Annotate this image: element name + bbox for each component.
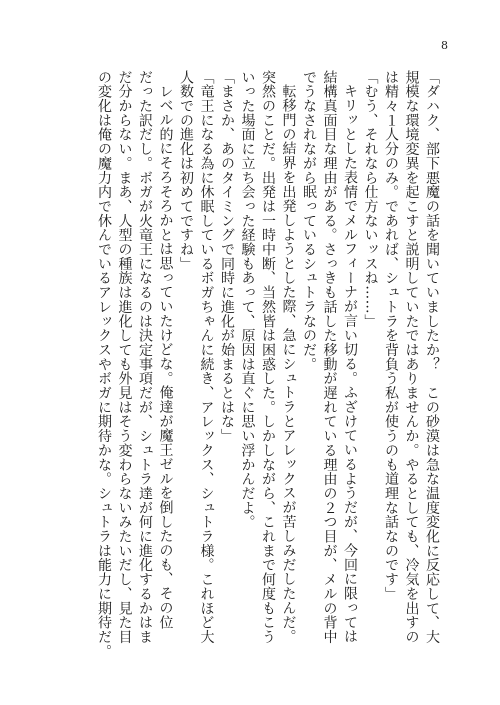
- text-line: 規模な環境変異を起こすと説明していたではありませんか。やるとしても、冷気を出すの: [403, 70, 420, 644]
- text-line: 突然のことだ。出発は一時中断、当然皆は困惑した。しかしながら、これまで何度もこう: [260, 70, 276, 644]
- text-line: だ分からない。まあ、人型の種族は進化しても外見はそう変わらないみたいだし、見た目: [116, 70, 133, 644]
- text-line: 「竜王になる為に休眠しているボガちゃんに続き、アレックス、シュトラ様。これほど大: [198, 70, 215, 644]
- text-line: キリッとした表情でメルフィーナが言い切る。ふざけているようだが、今回に限っては: [342, 84, 358, 644]
- text-line: 人数での進化は初めてですね」: [178, 70, 194, 271]
- text-line: 転移門の結界を出発しようとした際、急にシュトラとアレックスが苦しみだしたんだ。: [280, 84, 297, 644]
- text-line: 結構真面目な理由がある。さっきも話した移動が遅れている理由の２つ目が、メルの背中: [321, 70, 338, 644]
- text-line: でうなされながら眠っているシュトラなのだ。: [301, 70, 317, 372]
- text-line: レベル的にそろそろかとは思っていたけどな。俺達が魔王ゼルを倒したのも、その位: [157, 84, 174, 630]
- text-line: いった場面に立ち会った経験もあって、原因は直ぐに思い浮かんだよ。: [239, 70, 256, 530]
- text-line: の変化は俺の魔力内で休んでいるアレックスやボガに期待かな。シュトラは能力に期待だ。: [96, 70, 112, 659]
- text-line: 「むう、それなら仕方ないッスね……」: [362, 70, 379, 329]
- page-number: 8: [441, 39, 448, 52]
- body-text: [50, 70, 442, 682]
- text-line: だった訳だし。ボガが火竜王になるのは決定事項だが、シュトラ達が何に進化するかはま: [137, 70, 153, 644]
- text-line: 「ダハク、部下悪魔の話を聞いていましたか？ この砂漠は急な温度変化に反応して、大: [424, 70, 440, 644]
- text-line: は精々１人分のみ。であれば、シュトラを背負う私が使うのも道理な話なのです」: [383, 70, 399, 601]
- text-line: 「まさか、あのタイミングで同時に進化が始まるとはな」: [219, 70, 235, 444]
